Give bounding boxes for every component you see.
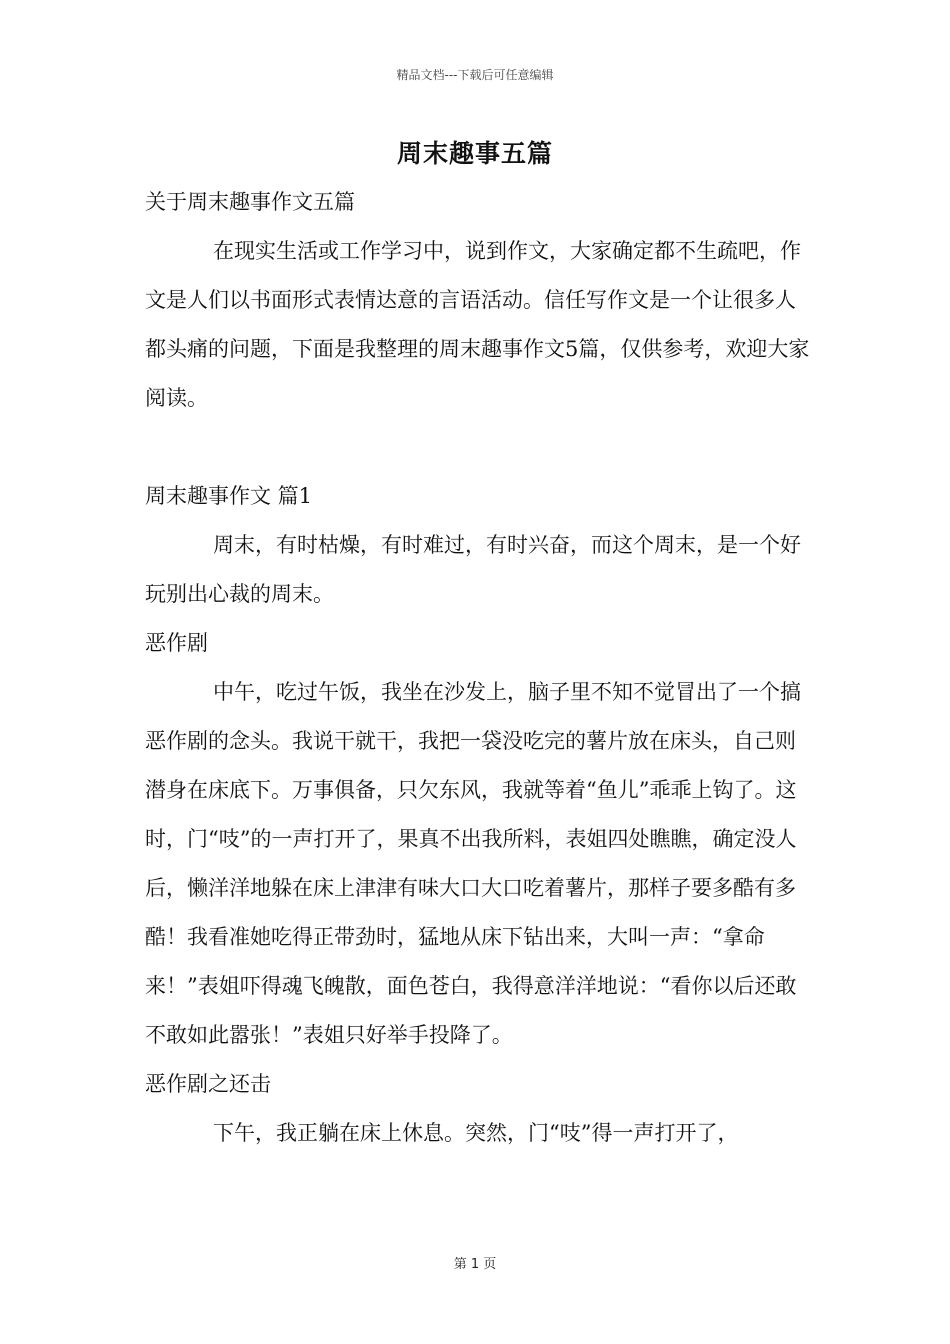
body-paragraph: 周末，有时枯燥，有时难过，有时兴奋，而这个周末，是一个好玩别出心裁的周末。 [145, 533, 801, 606]
intro-paragraph: 在现实生活或工作学习中，说到作文，大家确定都不生疏吧，作文是人们以书面形式表情达意的言语活动。信任写作文是一个让很多人都头痛的问题，下面是我整理的周末趣事作文5篇，仅供参考，欢迎大家阅读。 [145, 239, 810, 410]
page-number: 第 1 页 [453, 1257, 497, 1272]
document-subtitle: 关于周末趣事作文五篇 [145, 190, 355, 214]
body-paragraph: 下午，我正躺在床上休息。突然，门“吱”得一声打开了， [213, 1121, 739, 1145]
document-title: 周末趣事五篇 [396, 139, 553, 168]
section-title: 周末趣事作文 篇1 [145, 484, 313, 508]
body-paragraph: 中午，吃过午饭，我坐在沙发上，脑子里不知不觉冒出了一个搞恶作剧的念头。我说干就干，我把一袋没吃完的薯片放在床头，自己则潜身在床底下。万事俱备，只欠东风，我就等着“鱼儿”乖乖上钩了。这时，门“吱”的一声打开了，果真不出我所料，表姐四处瞧瞧，确定没人后，懒洋洋地躲在床上津津有味大口大口吃着薯片，那样子要多酷有多酷！我看准她吃得正带劲时，猛地从床下钻出来，大叫一声：“拿命来！”表姐吓得魂飞魄散，面色苍白，我得意洋洋地说：“看你以后还敢不敢如此嚣张！”表姐只好举手投降了。 [145, 680, 801, 1047]
subheading-prank-counterattack: 恶作剧之还击 [145, 1072, 271, 1096]
page-header: 精品文档---下载后可任意编辑 [396, 68, 554, 82]
subheading-prank: 恶作剧 [145, 631, 208, 655]
document-body [145, 178, 810, 1158]
